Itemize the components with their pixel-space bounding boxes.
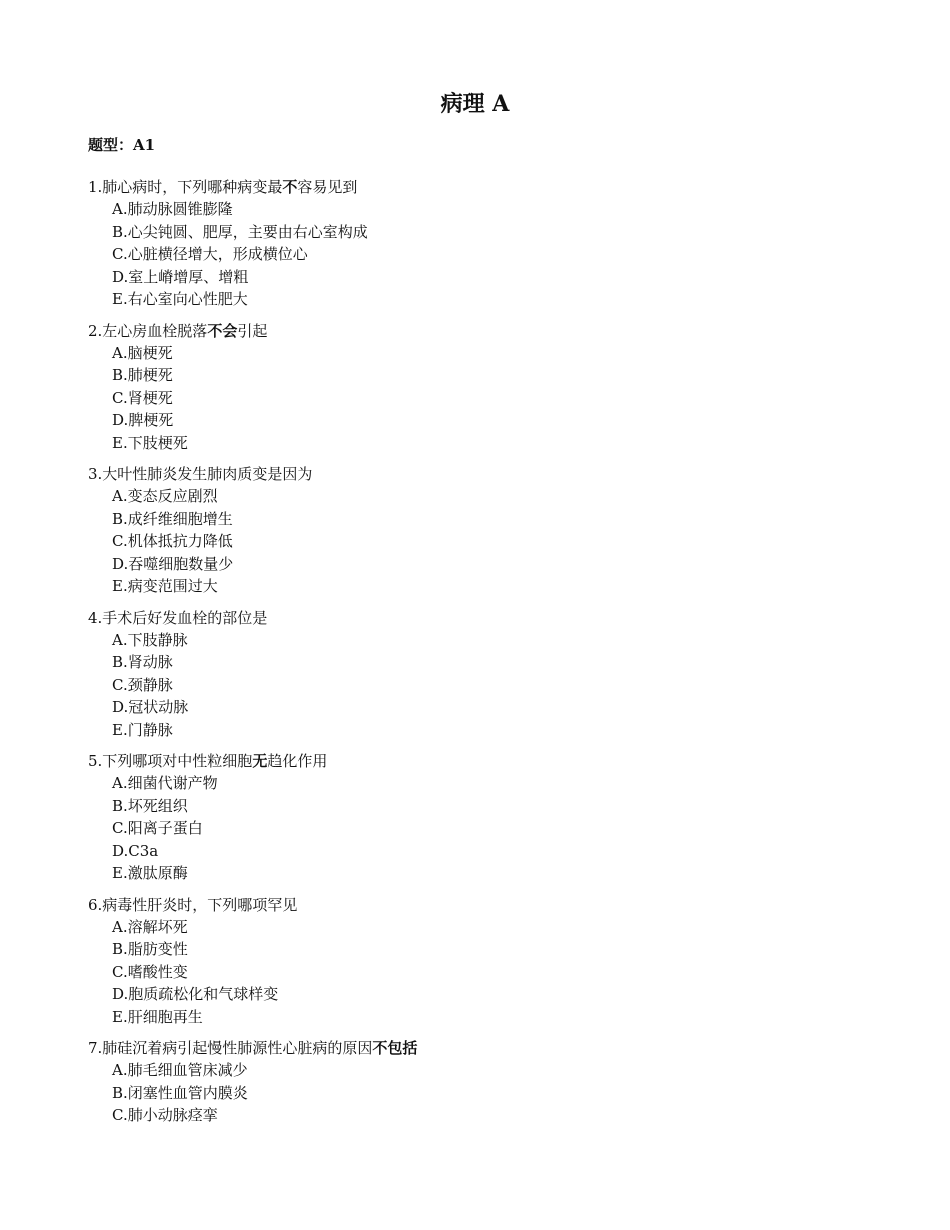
answer-options xyxy=(88,916,868,1029)
answer-option: A.脑梗死 xyxy=(112,343,173,362)
question-stem-text: 趋化作用 xyxy=(267,752,328,770)
answer-option: A.溶解坏死 xyxy=(112,917,188,936)
question-item xyxy=(88,1037,868,1127)
question-stem-text: 3.大叶性肺炎发生肺肉质变是因为 xyxy=(88,465,313,483)
answer-option: C.肺小动脉痉挛 xyxy=(112,1106,218,1124)
answer-option: D.吞噬细胞数量少 xyxy=(112,554,234,573)
answer-option: D.室上嵴增厚、增粗 xyxy=(112,267,249,286)
question-stem xyxy=(88,320,868,342)
answer-option: C.机体抵抗力降低 xyxy=(112,532,233,550)
question-stem xyxy=(88,1037,868,1059)
question-stem-text: 2.左心房血栓脱落 xyxy=(88,321,208,340)
answer-option: B.坏死组织 xyxy=(112,796,188,815)
answer-option: E.右心室向心性肥大 xyxy=(112,290,248,308)
answer-option: C.肾梗死 xyxy=(112,388,173,407)
question-stem-emphasis: 不包括 xyxy=(372,1039,418,1057)
answer-option: E.激肽原酶 xyxy=(112,864,188,882)
question-stem-emphasis: 无 xyxy=(252,752,268,770)
answer-option: C.阳离子蛋白 xyxy=(112,819,203,837)
question-stem-text: 4.手术后好发血栓的部位是 xyxy=(88,608,268,627)
question-stem-text: 引起 xyxy=(237,321,268,340)
answer-option: C.嗜酸性变 xyxy=(112,962,188,981)
question-item xyxy=(88,176,868,311)
answer-option: D.C3a xyxy=(112,841,159,860)
question-stem-emphasis: 不会 xyxy=(207,321,238,340)
answer-option: B.成纤维细胞增生 xyxy=(112,509,233,528)
question-stem-text: 6.病毒性肝炎时，下列哪项罕见 xyxy=(88,895,298,914)
answer-option: E.肝细胞再生 xyxy=(112,1007,203,1026)
answer-option: E.门静脉 xyxy=(112,720,173,739)
question-type-heading: 题型：A1 xyxy=(88,136,156,154)
document-title: 病理 A xyxy=(440,91,510,117)
question-stem xyxy=(88,607,868,629)
answer-options xyxy=(88,198,868,311)
answer-option: E.病变范围过大 xyxy=(112,577,218,595)
answer-option: B.闭塞性血管内膜炎 xyxy=(112,1083,248,1102)
answer-option: D.脾梗死 xyxy=(112,411,174,429)
question-stem-text: 容易见到 xyxy=(297,178,358,196)
answer-option: A.变态反应剧烈 xyxy=(112,487,218,505)
answer-option: D.胞质疏松化和气球样变 xyxy=(112,985,279,1003)
question-stem-text: 5.下列哪项对中性粒细胞 xyxy=(88,752,253,770)
answer-option: B.肾动脉 xyxy=(112,653,173,671)
question-list xyxy=(88,176,868,1127)
answer-options xyxy=(88,1059,868,1127)
answer-options xyxy=(88,772,868,885)
question-item xyxy=(88,607,868,742)
answer-option: B.脂肪变性 xyxy=(112,940,188,958)
question-stem-text: 1.肺心病时，下列哪种病变最 xyxy=(88,178,283,196)
answer-option: C.心脏横径增大，形成横位心 xyxy=(112,245,308,263)
answer-option: C.颈静脉 xyxy=(112,675,173,694)
answer-option: D.冠状动脉 xyxy=(112,698,189,716)
question-stem xyxy=(88,894,868,916)
question-stem xyxy=(88,463,868,485)
answer-option: E.下肢梗死 xyxy=(112,433,188,452)
question-stem xyxy=(88,176,868,198)
answer-option: B.心尖钝圆、肥厚，主要由右心室构成 xyxy=(112,222,368,241)
answer-option: A.细菌代谢产物 xyxy=(112,774,218,792)
answer-options xyxy=(88,342,868,455)
question-item xyxy=(88,320,868,455)
question-stem-text: 7.肺硅沉着病引起慢性肺源性心脏病的原因 xyxy=(88,1039,373,1057)
answer-options xyxy=(88,629,868,742)
answer-option: B.肺梗死 xyxy=(112,366,173,384)
answer-option: A.肺毛细血管床减少 xyxy=(112,1061,248,1079)
question-stem xyxy=(88,750,868,772)
question-stem-emphasis: 不 xyxy=(282,178,298,196)
document-page xyxy=(88,88,868,1136)
answer-option: A.肺动脉圆锥膨隆 xyxy=(112,200,233,218)
question-item xyxy=(88,750,868,885)
answer-option: A.下肢静脉 xyxy=(112,630,188,649)
question-item xyxy=(88,894,868,1029)
question-item xyxy=(88,463,868,598)
answer-options xyxy=(88,485,868,598)
